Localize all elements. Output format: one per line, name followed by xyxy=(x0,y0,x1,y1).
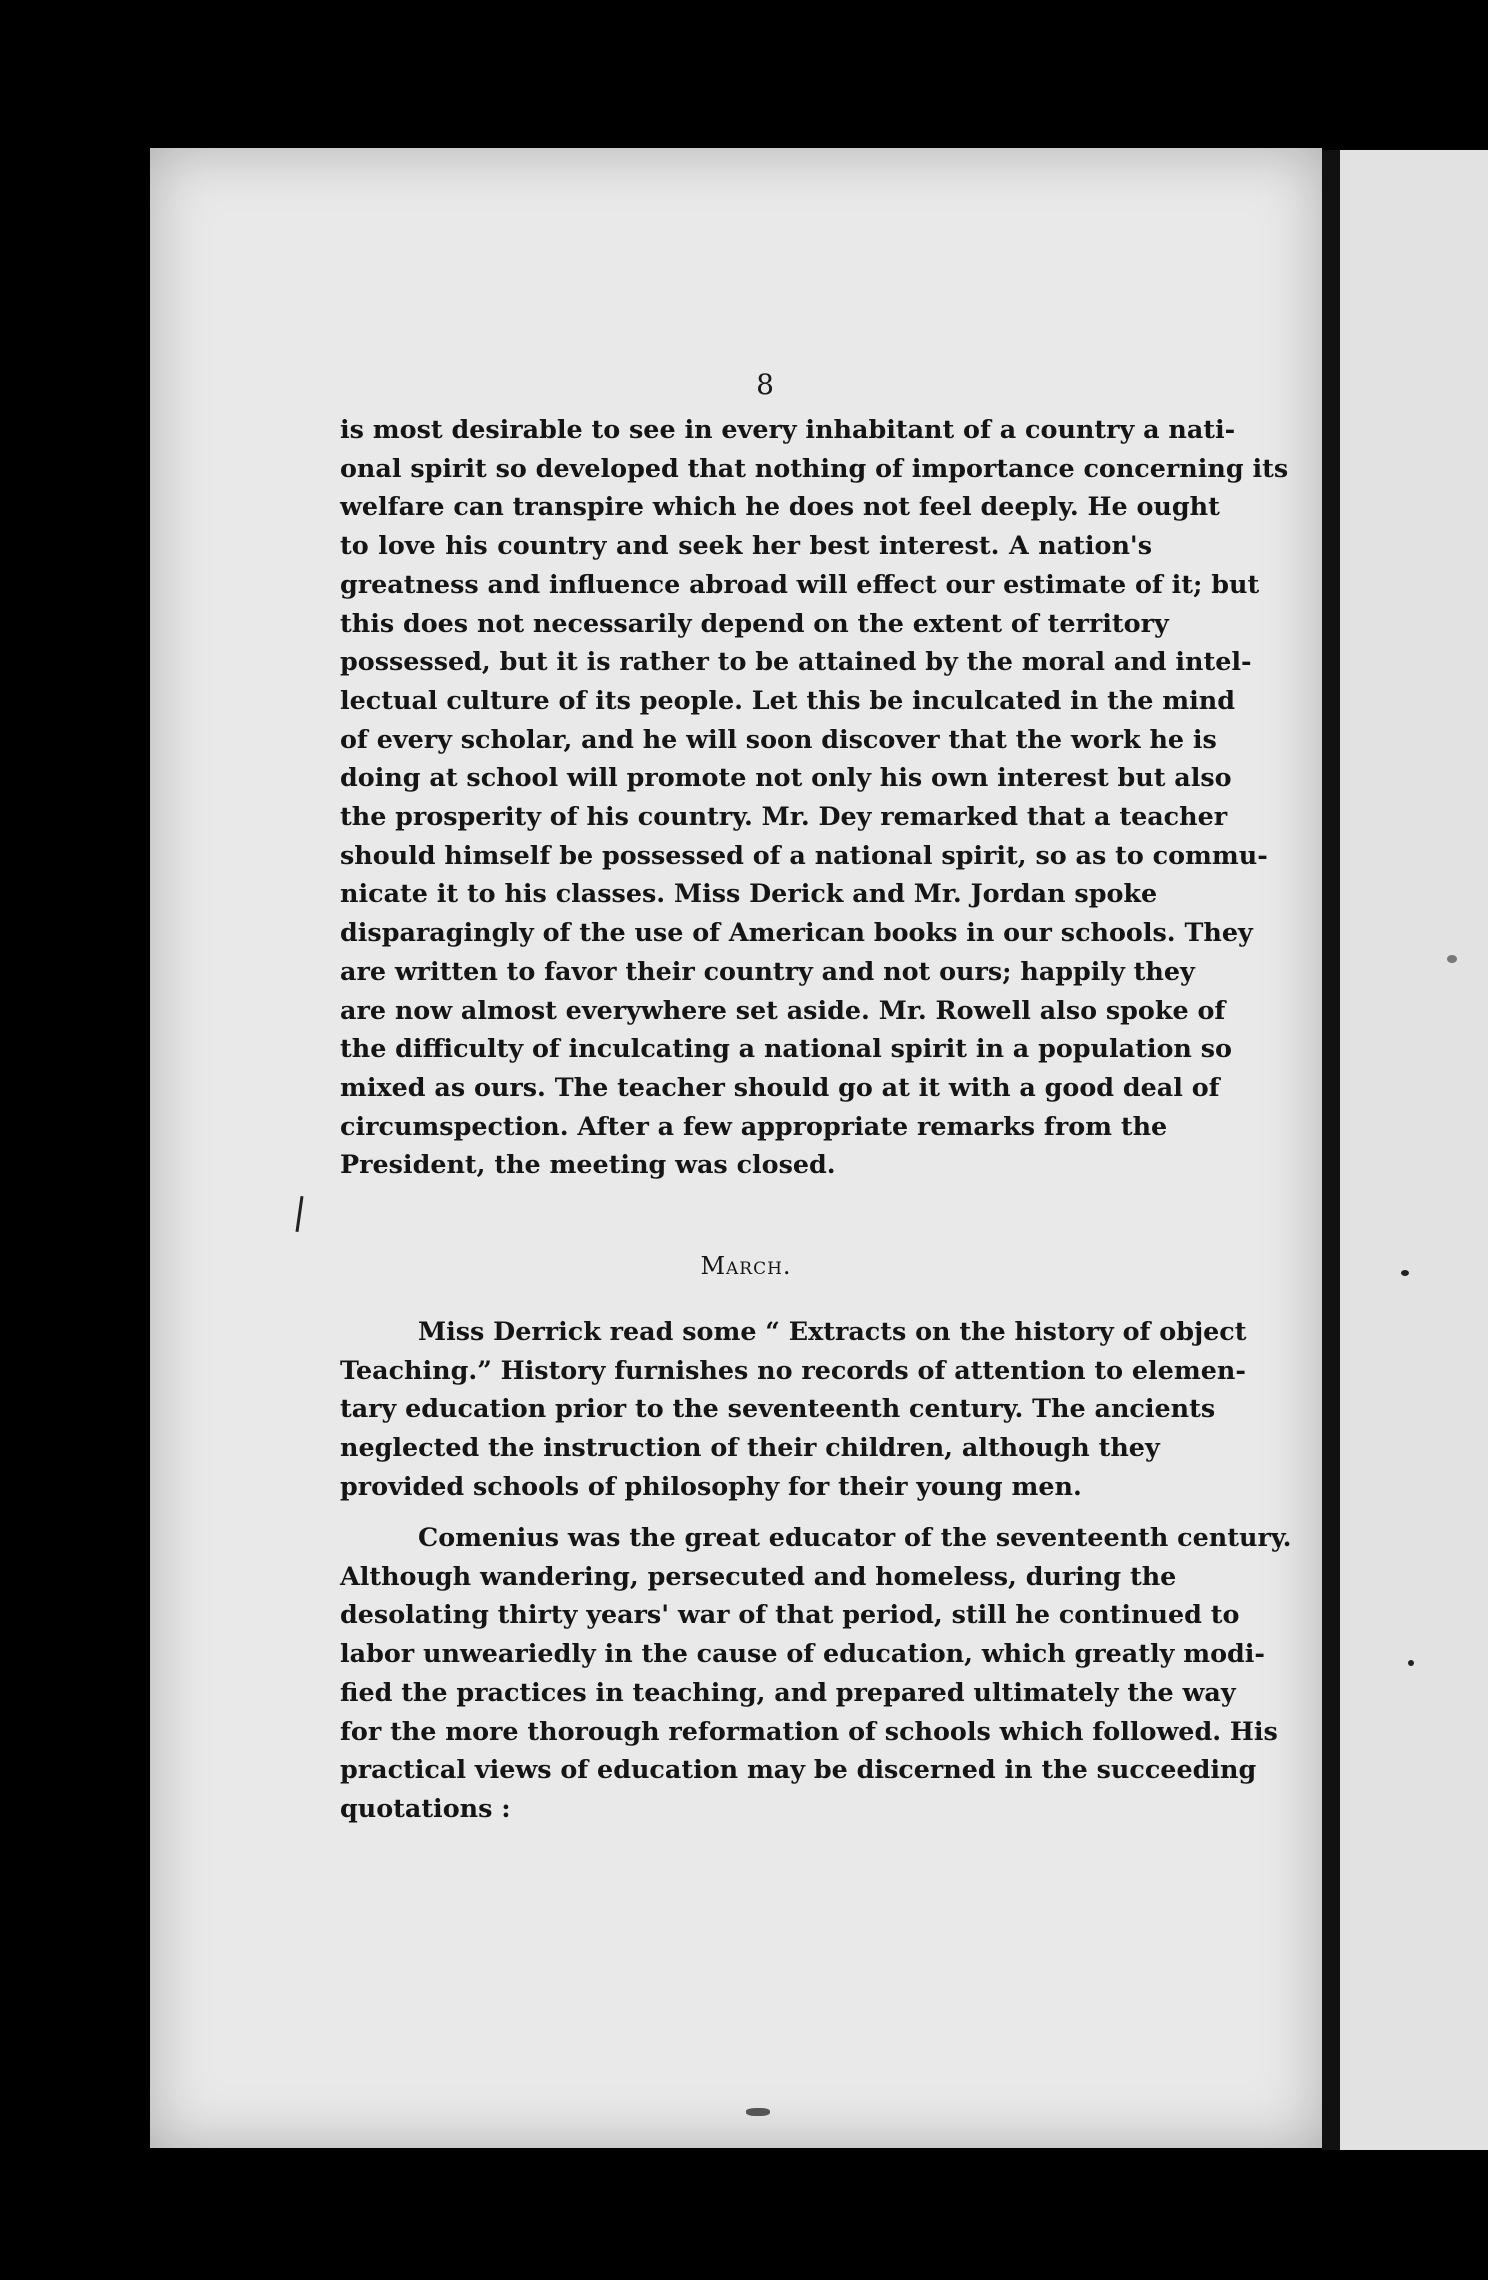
ink-speck xyxy=(1408,1660,1414,1666)
text-line: onal spirit so developed that nothing of importance concerning its xyxy=(340,452,1289,483)
text-line: is most desirable to see in every inhabitant of a country a nati- xyxy=(340,414,1236,444)
text-line: labor unweariedly in the cause of education, which greatly modi- xyxy=(340,1638,1265,1669)
text-line: greatness and influence abroad will effect our estimate of it; but xyxy=(340,568,1260,599)
text-line: the prosperity of his country. Mr. Dey remarked that a teacher xyxy=(340,801,1228,832)
text-line: Miss Derrick read some “ Extracts on the history of object xyxy=(418,1316,1247,1346)
text-line: this does not necessarily depend on the extent of territory xyxy=(340,607,1169,638)
text-line: disparagingly of the use of American books in our schools. They xyxy=(340,917,1253,948)
paragraph-3 xyxy=(340,1518,1292,1828)
text-line: tary education prior to the seventeenth century. The ancients xyxy=(340,1393,1216,1424)
paragraph-comenius xyxy=(340,1518,1292,1828)
paragraph-continued xyxy=(340,410,1289,1184)
section-heading-march: March. xyxy=(700,1252,792,1280)
text-line: possessed, but it is rather to be attained by the moral and intel- xyxy=(340,646,1252,677)
text-line: desolating thirty years' war of that period, still he continued to xyxy=(340,1599,1240,1630)
text-line: practical views of education may be discerned in the succeeding xyxy=(340,1754,1257,1785)
text-line: nicate it to his classes. Miss Derick and Mr. Jordan spoke xyxy=(340,878,1158,909)
paragraph-1 xyxy=(340,410,1289,1184)
adjacent-page-edge xyxy=(1340,150,1488,2150)
text-line: Teaching.” History furnishes no records of attention to elemen- xyxy=(340,1354,1246,1385)
text-line: are written to favor their country and not ours; happily they xyxy=(340,955,1195,986)
ink-speck xyxy=(746,2108,770,2116)
text-line: of every scholar, and he will soon discover that the work he is xyxy=(340,723,1217,754)
paragraph-2 xyxy=(340,1312,1247,1506)
text-line: doing at school will promote not only his own interest but also xyxy=(340,762,1232,793)
text-line: lectual culture of its people. Let this be inculcated in the mind xyxy=(340,684,1235,715)
text-line: to love his country and seek her best interest. A nation's xyxy=(340,530,1152,561)
text-line: provided schools of philosophy for their young men. xyxy=(340,1470,1082,1501)
page-gutter xyxy=(1322,150,1340,2150)
text-line: mixed as ours. The teacher should go at it with a good deal of xyxy=(340,1071,1220,1102)
text-line: President, the meeting was closed. xyxy=(340,1149,836,1180)
text-line: Comenius was the great educator of the seventeenth century. xyxy=(418,1522,1292,1552)
text-line: quotations : xyxy=(340,1792,511,1823)
text-line: welfare can transpire which he does not feel deeply. He ought xyxy=(340,491,1220,522)
text-line: the difficulty of inculcating a national spirit in a population so xyxy=(340,1033,1232,1064)
ink-speck xyxy=(1447,955,1457,963)
paragraph-extracts xyxy=(340,1312,1247,1506)
text-line: circumspection. After a few appropriate remarks from the xyxy=(340,1110,1168,1141)
text-line: should himself be possessed of a national spirit, so as to commu- xyxy=(340,839,1268,870)
text-line: for the more thorough reformation of schools which followed. His xyxy=(340,1715,1278,1746)
text-line: neglected the instruction of their children, although they xyxy=(340,1432,1160,1463)
text-line: Although wandering, persecuted and homeless, during the xyxy=(340,1560,1177,1591)
ink-speck xyxy=(1401,1270,1409,1276)
text-line: fied the practices in teaching, and prepared ultimately the way xyxy=(340,1676,1236,1707)
page-number: 8 xyxy=(756,368,774,401)
text-line: are now almost everywhere set aside. Mr. Rowell also spoke of xyxy=(340,994,1226,1025)
